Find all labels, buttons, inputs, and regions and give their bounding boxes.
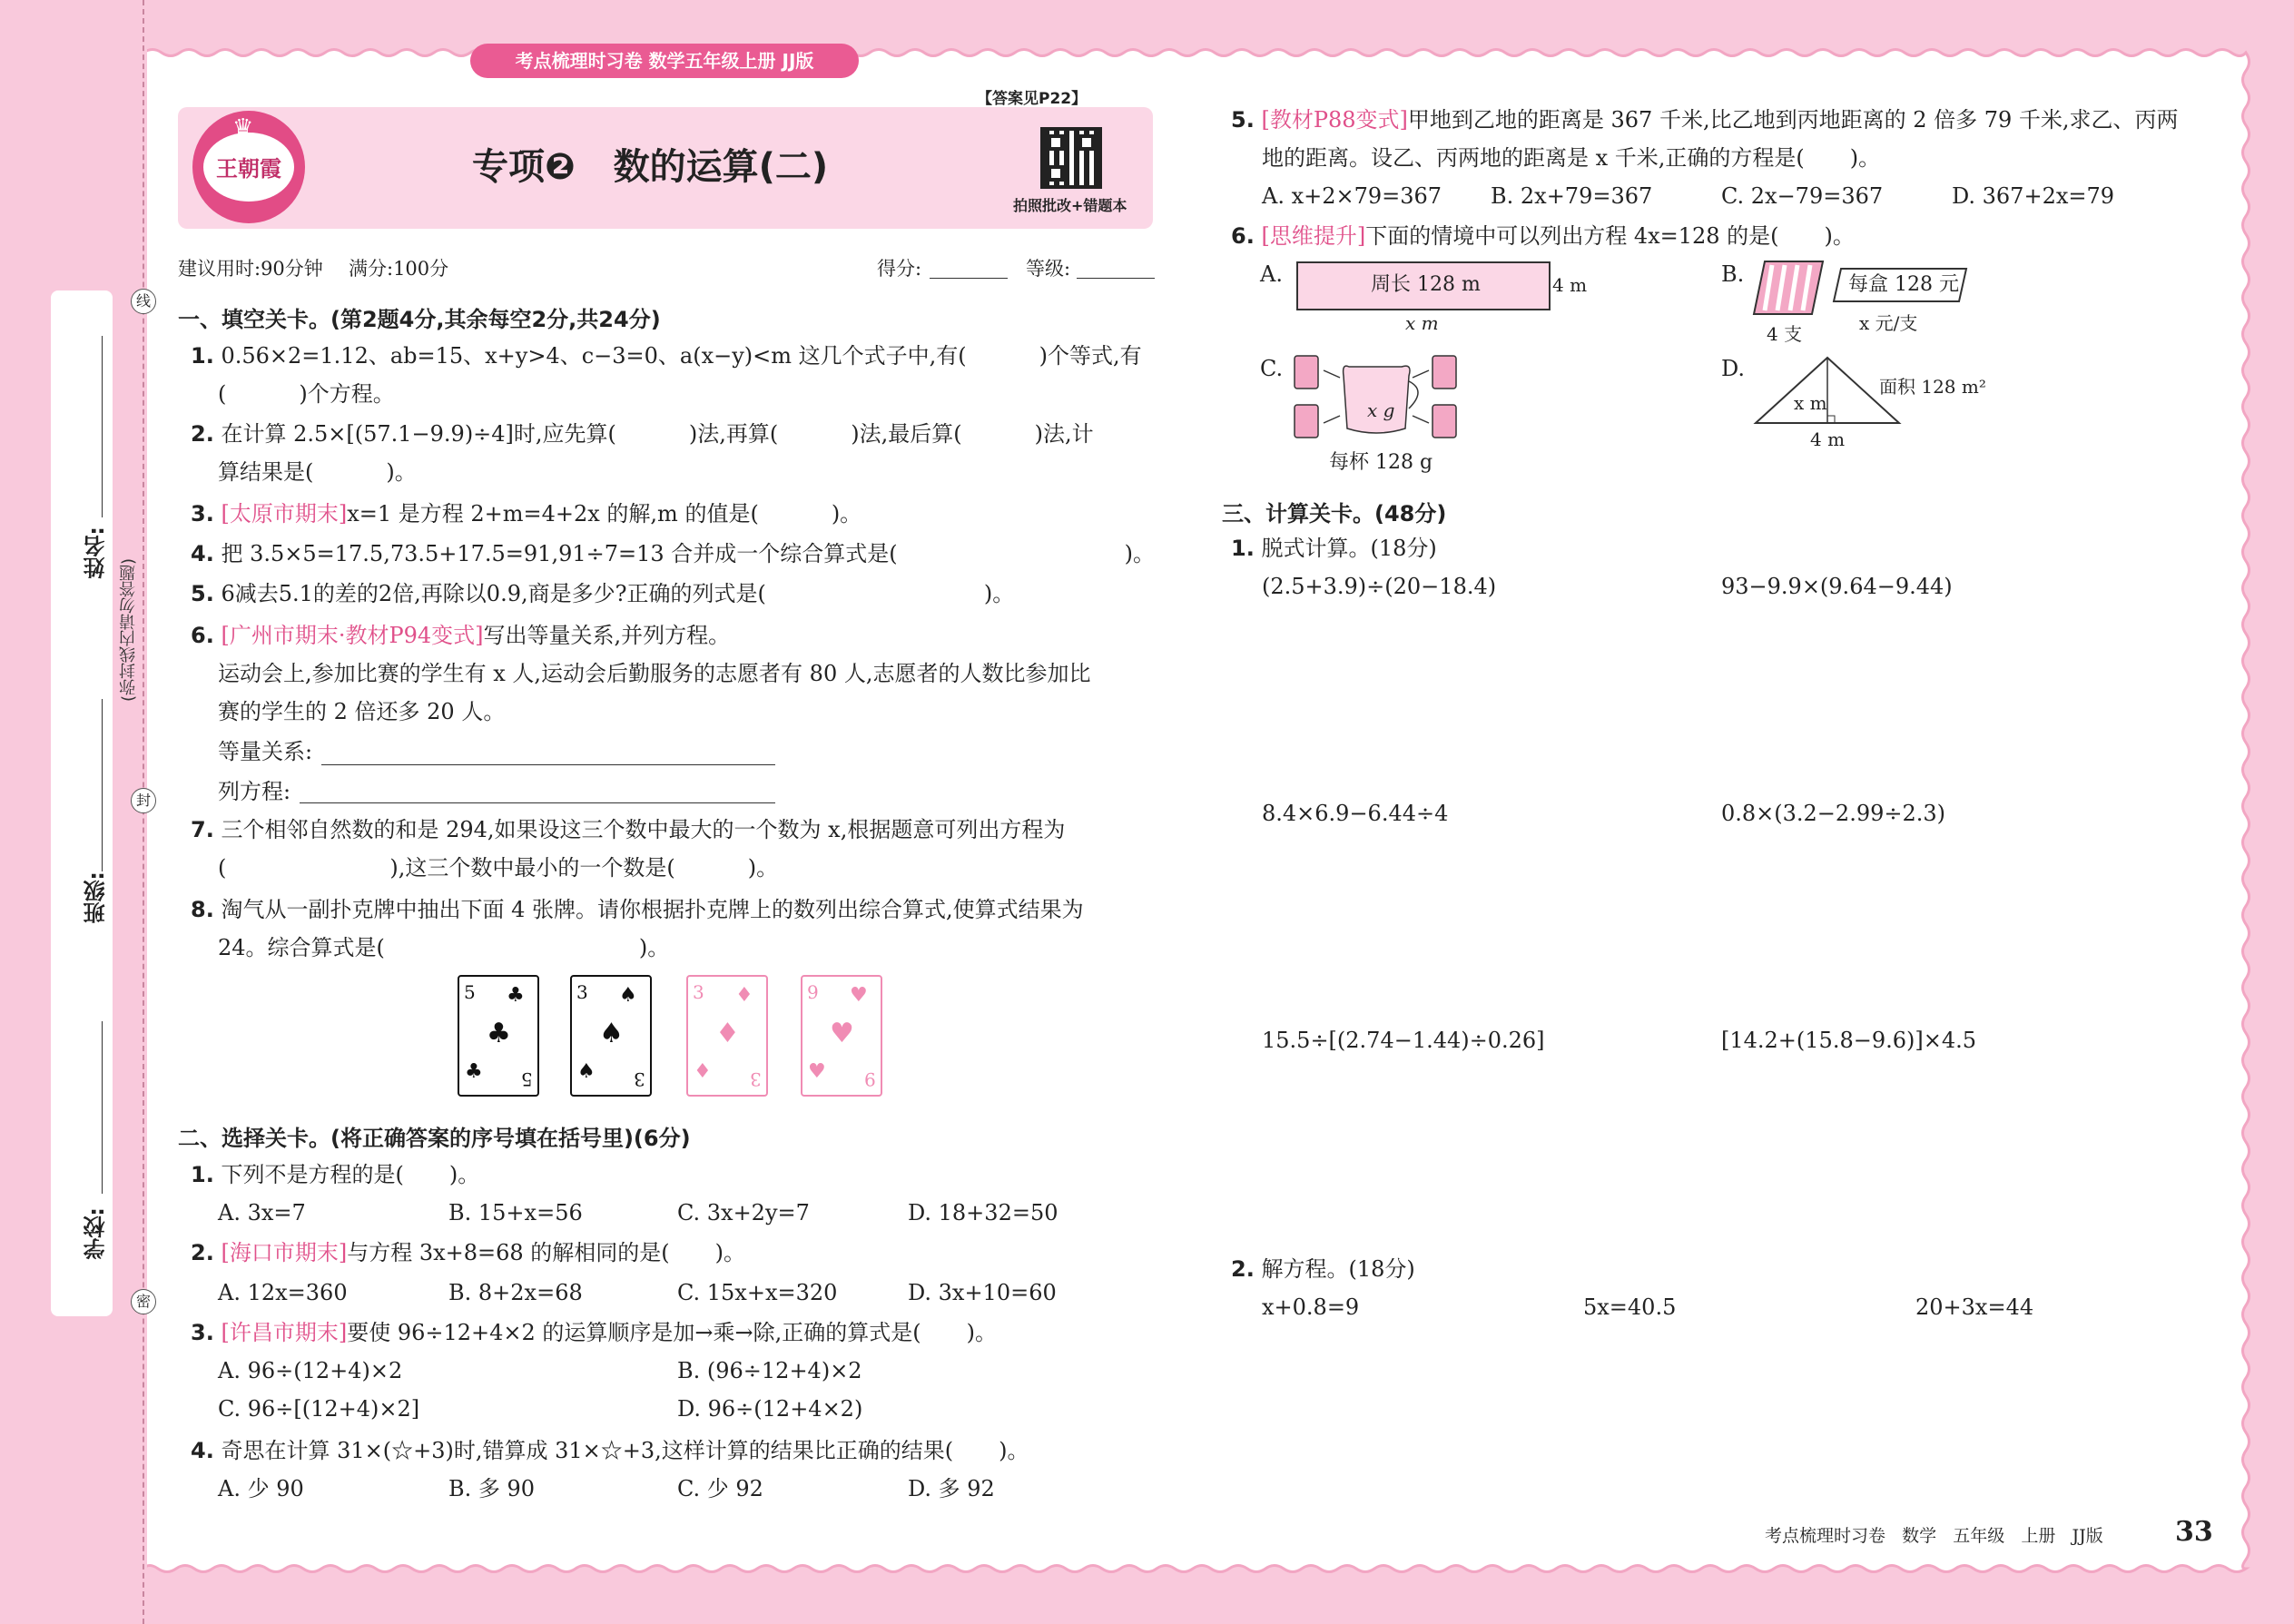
- c1-option-b[interactable]: B. 15+x=56: [448, 1200, 583, 1225]
- q8-text-a: 淘气从一副扑克牌中抽出下面 4 张牌。请你根据扑克牌上的数列出综合算式,使算式结果为: [221, 897, 1084, 922]
- fig-b-price: x 元/支: [1859, 312, 1918, 334]
- full-score: 满分:100分: [349, 258, 449, 280]
- c3-option-b[interactable]: B. (96÷12+4)×2: [677, 1358, 862, 1383]
- card-rank: 5: [464, 981, 476, 1003]
- q6-number: 6.: [191, 623, 214, 648]
- answer-reference: 【答案见P22】: [977, 90, 1088, 108]
- c5-tag: [教材P88变式]: [1261, 107, 1408, 133]
- qr-caption: 拍照批改+错题本: [1013, 197, 1127, 214]
- playing-card: [458, 975, 539, 1097]
- q2-text-e: 算结果是(: [218, 459, 314, 485]
- expr-1: (2.5+3.9)÷(20−18.4): [1262, 574, 1497, 599]
- q7-line1: [191, 815, 1065, 844]
- fig-d-height: x m: [1794, 392, 1827, 414]
- side-seal-mark-text: 封: [135, 792, 151, 809]
- c2-option-c[interactable]: C. 15x+x=320: [677, 1280, 838, 1305]
- c3-line: [191, 1318, 997, 1347]
- side-school-line: [102, 1021, 103, 1194]
- card-suit-icon: ♠: [599, 1018, 624, 1049]
- card-corner-suit-icon: ♣: [465, 1060, 483, 1083]
- playing-card: [570, 975, 652, 1097]
- card-suit-icon: ♥: [830, 1018, 854, 1049]
- q3-tag: [太原市期末]: [221, 501, 348, 527]
- c5-option-a[interactable]: A. x+2×79=367: [1262, 183, 1442, 209]
- q4-number: 4.: [191, 541, 214, 566]
- q6-text-a: 写出等量关系,并列方程。: [483, 623, 731, 648]
- c5-option-d[interactable]: D. 367+2x=79: [1952, 183, 2115, 209]
- c3-option-c[interactable]: C. 96÷[(12+4)×2]: [218, 1396, 420, 1422]
- q8-text-c: )。: [638, 935, 670, 960]
- q7-text-a: 三个相邻自然数的和是 294,如果设这三个数中最大的一个数为 x,根据题意可列出方程为: [221, 817, 1066, 842]
- c2-tag: [海口市期末]: [221, 1240, 348, 1265]
- c3-text-a: 要使 96÷12+4×2 的运算顺序是加→乘→除,正确的算式是(: [347, 1320, 921, 1345]
- c2-text-b: )。: [714, 1240, 746, 1265]
- q4-line: [191, 539, 1155, 568]
- q1-line1: [191, 341, 1142, 370]
- s1-text: 脱式计算。(18分): [1261, 536, 1437, 561]
- q1-text-b: )个等式,有: [1039, 343, 1142, 369]
- c1-option-d[interactable]: D. 18+32=50: [908, 1200, 1058, 1225]
- card-rank: 5: [521, 1068, 533, 1090]
- q5-line: [191, 579, 1014, 608]
- c4-option-b[interactable]: B. 多 90: [448, 1476, 536, 1501]
- q2-text-a: 在计算 2.5×[(57.1−9.9)÷4]时,应先算(: [221, 421, 616, 447]
- c1-text-b: )。: [448, 1162, 480, 1187]
- q2-number: 2.: [191, 421, 214, 447]
- header-banner: [470, 44, 859, 78]
- c5-text-b: 地的距离。设乙、丙两地的距离是 x 千米,正确的方程是(: [1262, 145, 1805, 171]
- card-corner-suit-icon: ♦: [694, 1060, 712, 1083]
- s2-text: 解方程。(18分): [1261, 1256, 1415, 1282]
- side-fold-mark-text: 密: [135, 1293, 151, 1310]
- side-name-line: [102, 336, 103, 517]
- expr-2: 93−9.9×(9.64−9.44): [1721, 574, 1953, 599]
- card-corner-suit-icon: ♣: [507, 984, 525, 1007]
- c5-text-c: )。: [1849, 145, 1881, 171]
- time-limit: 建议用时:90分钟: [178, 258, 323, 280]
- s1-number: 1.: [1231, 536, 1255, 561]
- c2-line: [191, 1238, 745, 1267]
- q6-line3: 赛的学生的 2 倍还多 20 人。: [218, 699, 506, 724]
- c6-number: 6.: [1231, 223, 1255, 249]
- c3-number: 3.: [191, 1320, 214, 1345]
- q3-text-b: )。: [831, 501, 862, 527]
- q2-line1: [191, 419, 1094, 448]
- q7-text-c: ),这三个数中最小的一个数是(: [389, 855, 675, 881]
- qr-code-icon[interactable]: [1040, 127, 1102, 189]
- card-corner-suit-icon: ♥: [850, 984, 868, 1007]
- card-rank: 3: [634, 1068, 645, 1090]
- c1-option-a[interactable]: A. 3x=7: [218, 1200, 306, 1225]
- fig-d-base: 4 m: [1810, 428, 1846, 450]
- q6-equation-field[interactable]: [300, 802, 775, 803]
- side-class-label: 班级:: [84, 871, 109, 924]
- c5-option-c[interactable]: C. 2x−79=367: [1721, 183, 1884, 209]
- side-name-label: 姓名:: [84, 527, 109, 579]
- q3-line: [191, 499, 861, 528]
- c4-text-a: 奇思在计算 31×(☆+3)时,错算成 31×☆+3,这样计算的结果比正确的结果(: [221, 1438, 954, 1463]
- c1-option-c[interactable]: C. 3x+2y=7: [677, 1200, 810, 1225]
- expr-6: [14.2+(15.8−9.6)]×4.5: [1721, 1028, 1976, 1053]
- expr-5: 15.5÷[(2.74−1.44)÷0.26]: [1262, 1028, 1545, 1053]
- grade-field[interactable]: [1077, 278, 1155, 279]
- q2-line2: [218, 458, 417, 487]
- q3-text-a: x=1 是方程 2+m=4+2x 的解,m 的值是(: [347, 501, 759, 527]
- s2-line: [1231, 1255, 1415, 1284]
- c5-text-a: 甲地到乙地的距离是 367 千米,比乙地到丙地距离的 2 倍多 79 千米,求乙、丙两: [1407, 107, 2179, 133]
- q1-line2: [218, 379, 395, 408]
- c4-text-b: )。: [999, 1438, 1029, 1463]
- q6-line1: [191, 621, 730, 650]
- fig-c-jug-text: x g: [1367, 399, 1395, 421]
- footer-text: 考点梳理时习卷 数学 五年级 上册 JJ版: [1765, 1526, 2103, 1546]
- logo-crown-icon: ♛: [232, 114, 254, 142]
- c2-option-d[interactable]: D. 3x+10=60: [908, 1280, 1057, 1305]
- q8-text-b: 24。综合算式是(: [218, 935, 385, 960]
- fig-b-box-text: 每盒 128 元: [1848, 273, 1959, 296]
- c3-option-a[interactable]: A. 96÷(12+4)×2: [218, 1358, 403, 1383]
- q2-text-b: )法,再算(: [688, 421, 779, 447]
- card-corner-suit-icon: ♥: [808, 1060, 826, 1083]
- s2-number: 2.: [1231, 1256, 1255, 1282]
- playing-card: [801, 975, 882, 1097]
- card-rank: 3: [750, 1068, 762, 1090]
- header-banner-text: 考点梳理时习卷 数学五年级上册 JJ版: [515, 50, 814, 72]
- q7-text-b: (: [218, 855, 227, 881]
- fig-d-area: 面积 128 m²: [1879, 376, 1986, 398]
- equation-1: x+0.8=9: [1262, 1294, 1360, 1320]
- q8-line1: [191, 895, 1084, 924]
- q2-text-d: )法,计: [1034, 421, 1094, 447]
- q7-line2: [218, 853, 778, 882]
- q6-relation-label: 等量关系:: [218, 739, 313, 764]
- side-class-line: [102, 699, 103, 871]
- side-panel: [51, 290, 113, 1316]
- q6-line2: 运动会上,参加比赛的学生有 x 人,运动会后勤服务的志愿者有 80 人,志愿者的人数比参加比: [218, 661, 1091, 686]
- q1-text-d: )个方程。: [299, 381, 395, 407]
- fig-c-label[interactable]: C.: [1260, 356, 1284, 381]
- c2-text-a: 与方程 3x+8=68 的解相同的是(: [347, 1240, 670, 1265]
- c5-line2: [1262, 143, 1880, 172]
- c1-number: 1.: [191, 1162, 214, 1187]
- q7-text-d: )。: [747, 855, 779, 881]
- c3-option-d[interactable]: D. 96÷(12+4×2): [677, 1396, 863, 1422]
- score-label: 得分:: [877, 258, 922, 280]
- card-rank: 9: [864, 1068, 876, 1090]
- q4-text-b: )。: [1124, 541, 1156, 566]
- grade-label: 等级:: [1026, 258, 1071, 280]
- card-corner-suit-icon: ♦: [735, 984, 753, 1007]
- c2-number: 2.: [191, 1240, 214, 1265]
- c2-option-a[interactable]: A. 12x=360: [218, 1280, 348, 1305]
- q6-equation-label: 列方程:: [218, 779, 291, 804]
- page-title: 专项❷ 数的运算(二): [472, 146, 829, 188]
- card-corner-suit-icon: ♠: [619, 984, 637, 1007]
- side-line-mark: [131, 289, 156, 314]
- logo-badge: [192, 111, 305, 223]
- q8-number: 8.: [191, 897, 214, 922]
- q6-tag: [广州市期末·教材P94变式]: [221, 623, 484, 648]
- q5-text-b: )。: [983, 581, 1015, 606]
- c4-option-a[interactable]: A. 少 90: [218, 1476, 304, 1501]
- fig-c-caption: 每杯 128 g: [1329, 451, 1433, 474]
- c4-line: [191, 1436, 1029, 1465]
- c6-text-a: 下面的情境中可以列出方程 4x=128 的是(: [1365, 223, 1779, 249]
- fig-a-length: x m: [1405, 312, 1439, 334]
- c6-tag: [思维提升]: [1261, 223, 1366, 249]
- q5-number: 5.: [191, 581, 214, 606]
- side-line-mark-text: 线: [135, 292, 151, 310]
- side-seal-mark: [131, 788, 156, 813]
- fig-d-label[interactable]: D.: [1721, 356, 1746, 381]
- q7-number: 7.: [191, 817, 214, 842]
- c4-option-d[interactable]: D. 多 92: [908, 1476, 995, 1501]
- c4-number: 4.: [191, 1438, 214, 1463]
- card-corner-suit-icon: ♠: [577, 1060, 596, 1083]
- q5-text-a: 6减去5.1的差的2倍,再除以0.9,商是多少?正确的列式是(: [221, 581, 766, 606]
- q2-text-f: )。: [386, 459, 417, 485]
- fig-a-label[interactable]: A.: [1260, 261, 1283, 287]
- side-fold-mark: [131, 1289, 156, 1314]
- c4-option-c[interactable]: C. 少 92: [677, 1476, 763, 1501]
- expr-4: 0.8×(3.2−2.99÷2.3): [1721, 801, 1945, 826]
- c1-line: [191, 1160, 479, 1189]
- card-rank: 3: [576, 981, 588, 1003]
- card-suit-icon: ♣: [487, 1018, 511, 1049]
- fig-a-side: 4 m: [1552, 274, 1588, 296]
- q2-text-c: )法,最后算(: [851, 421, 962, 447]
- section-1-heading: 一、填空关卡。(第2题4分,其余每空2分,共24分): [178, 307, 661, 332]
- expr-3: 8.4×6.9−6.44÷4: [1262, 801, 1449, 826]
- score-field[interactable]: [930, 278, 1008, 279]
- c3-tag: [许昌市期末]: [221, 1320, 348, 1345]
- q8-line2: [218, 933, 669, 962]
- fig-b-pens-icon: [1752, 258, 1825, 318]
- c2-option-b[interactable]: B. 8+2x=68: [448, 1280, 583, 1305]
- fig-a-perimeter: 周长 128 m: [1371, 273, 1481, 296]
- section-2-heading: 二、选择关卡。(将正确答案的序号填在括号里)(6分): [178, 1126, 691, 1151]
- card-rank: 9: [807, 981, 819, 1003]
- c3-text-b: )。: [966, 1320, 997, 1345]
- c6-text-b: )。: [1824, 223, 1855, 249]
- logo-text: 王朝霞: [216, 155, 281, 182]
- page-number: 33: [2175, 1516, 2213, 1548]
- section-3-heading: 三、计算关卡。(48分): [1222, 501, 1447, 527]
- playing-card: [686, 975, 768, 1097]
- card-rank: 3: [693, 981, 704, 1003]
- q6-relation-field[interactable]: [321, 764, 775, 765]
- equation-3: 20+3x=44: [1915, 1294, 2034, 1320]
- side-notice: (弥封线内请勿答题): [119, 558, 138, 703]
- q3-number: 3.: [191, 501, 214, 527]
- q1-number: 1.: [191, 343, 214, 369]
- fig-b-label[interactable]: B.: [1721, 261, 1745, 287]
- q1-text-c: (: [218, 381, 227, 407]
- c1-text-a: 下列不是方程的是(: [221, 1162, 404, 1187]
- c5-option-b[interactable]: B. 2x+79=367: [1491, 183, 1653, 209]
- fig-b-count: 4 支: [1767, 323, 1803, 345]
- q1-text-a: 0.56×2=1.12、ab=15、x+y>4、c−3=0、a(x−y)<m 这几个式子中,有(: [221, 343, 967, 369]
- c5-number: 5.: [1231, 107, 1255, 133]
- card-suit-icon: ♦: [715, 1018, 740, 1049]
- c5-line1: [1231, 105, 2179, 134]
- c6-line: [1231, 221, 1855, 251]
- side-school-label: 学校:: [84, 1207, 109, 1260]
- equation-2: 5x=40.5: [1583, 1294, 1677, 1320]
- s1-line: [1231, 534, 1437, 563]
- q4-text-a: 把 3.5×5=17.5,73.5+17.5=91,91÷7=13 合并成一个综合算式是(: [221, 541, 898, 566]
